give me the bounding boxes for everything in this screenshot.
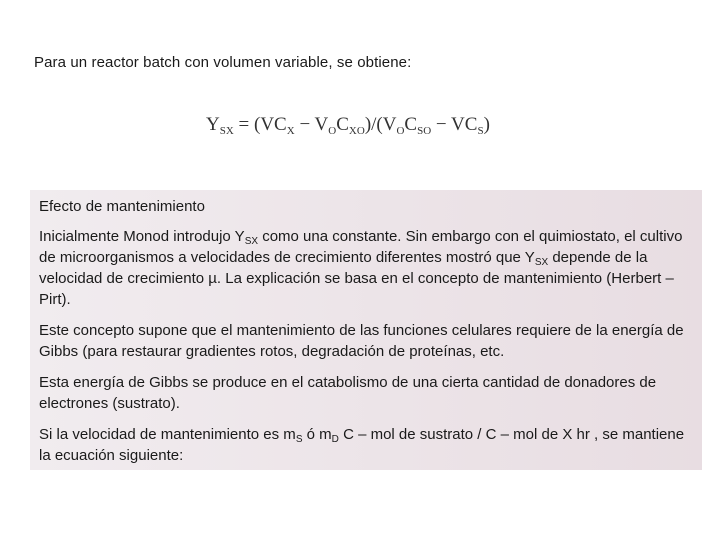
content-panel [30,190,702,470]
paragraph-gibbs: Esta energía de Gibbs se produce en el catabolismo de una cierta cantidad de donadores de electrones (sustrato). [39,374,657,412]
paragraph-maintenance-rate: Si la velocidad de mantenimiento es $m_S$ ó $m_D$ C – mol de sustrato / C – mol de X hr , se mantiene la ecuación siguiente: [39,426,685,464]
section-title: Efecto de mantenimiento [39,198,205,215]
paragraph-concept: Este concepto supone que el mantenimiento de las funciones celulares requiere de la energía de Gibbs (para restaurar gradientes rotos, degradación de proteínas, etc. [39,322,684,360]
intro-text: Para un reactor batch con volumen variable, se obtiene: [34,54,412,71]
yield-equation: $Y_{SX} = (VC_X - V_OC_{XO})/(V_OC_{SO} - VC_S)$ [206,114,490,137]
paragraph-monod: Inicialmente Monod introdujo $Y_{SX}$ como una constante. Sin embargo con el quimiostato, el cultivo de microorganismos a velocidades de crecimiento diferentes mostró que $Y_{SX}$ depende de la velocidad de crecimiento µ. La explicación se basa en el concepto de mantenimiento (Herbert – Pirt). [39,228,683,308]
